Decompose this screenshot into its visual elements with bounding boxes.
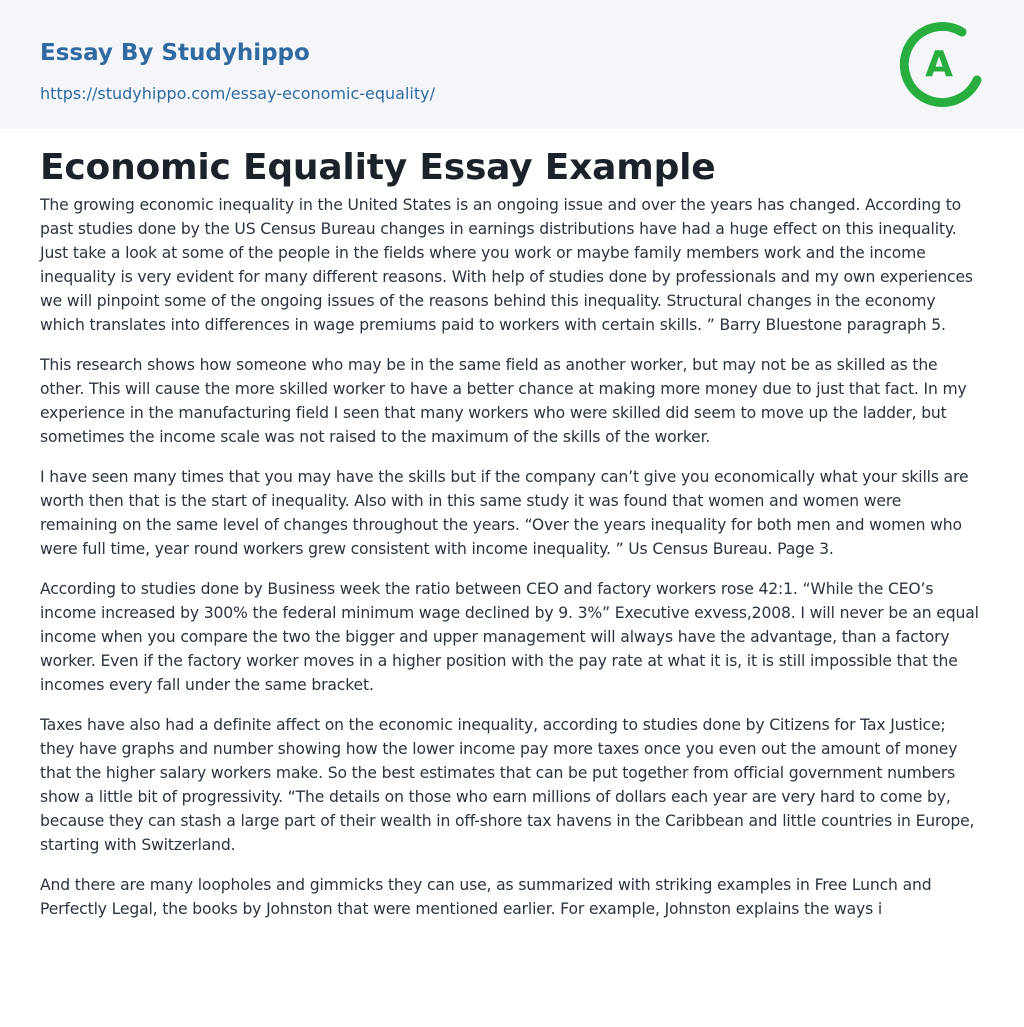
essay-paragraph: According to studies done by Business week the ratio between CEO and factory workers rose 42:1. “While the CEO’s income increased by 300% the federal minimum wage declined by 9. 3%” Executive exvess,2008. I will never be an equal income when you compare the two the bigger and upper management will always have the advantage, than a factory worker. Even if the factory worker moves in a higher position with the pay rate at what it is, it is still impossible that the incomes every fall under the same bracket. xyxy=(40,580,979,694)
site-brand-title[interactable]: Essay By Studyhippo xyxy=(40,40,310,66)
essay-paragraph: The growing economic inequality in the United States is an ongoing issue and over the years has changed. According to past studies done by the US Census Bureau changes in earnings distributions have had a huge effect on this inequality. Just take a look at some of the people in the fields where you work or maybe family members work and the income inequality is very evident for many different reasons. With help of studies done by professionals and my own experiences we will pinpoint some of the ongoing issues of the reasons behind this inequality. Structural changes in the economy which translates into differences in wage premiums paid to workers with certain skills. ” Barry Bluestone paragraph 5. xyxy=(40,196,973,334)
site-header xyxy=(0,0,1024,129)
essay-paragraph: And there are many loopholes and gimmicks they can use, as summarized with striking examples in Free Lunch and Perfectly Legal, the books by Johnston that were mentioned earlier. For example, Johnston explains the ways i xyxy=(40,876,932,918)
essay-paragraph: Taxes have also had a definite affect on the economic inequality, according to studies done by Citizens for Tax Justice; they have graphs and number showing how the lower income pay more taxes once you even out the amount of money that the higher salary workers make. So the best estimates that can be put together from official government numbers show a little bit of progressivity. “The details on those who earn millions of dollars each year are very hard to come by, because they can stash a large part of their wealth in off-shore tax havens in the Caribbean and little countries in Europe, starting with Switzerland. xyxy=(40,716,975,854)
essay-paragraph: This research shows how someone who may be in the same field as another worker, but may not be as skilled as the other. This will cause the more skilled worker to have a better chance at making more money due to just that fact. In my experience in the manufacturing field I seen that many workers who were skilled did seem to move up the ladder, but sometimes the income scale was not raised to the maximum of the skills of the worker. xyxy=(40,356,967,446)
logo-letter: A xyxy=(925,44,953,85)
essay-url-link[interactable]: https://studyhippo.com/essay-economic-equality/ xyxy=(40,84,435,103)
page-title: Economic Equality Essay Example xyxy=(40,147,716,188)
essay-paragraph: I have seen many times that you may have the skills but if the company can’t give you economically what your skills are worth then that is the start of inequality. Also with in this same study it was found that women and women were remaining on the same level of changes throughout the years. “Over the years inequality for both men and women who were full time, year round workers grew consistent with income inequality. ” Us Census Bureau. Page 3. xyxy=(40,468,969,558)
article-body xyxy=(0,129,1024,921)
studyhippo-logo-icon[interactable] xyxy=(897,18,987,108)
